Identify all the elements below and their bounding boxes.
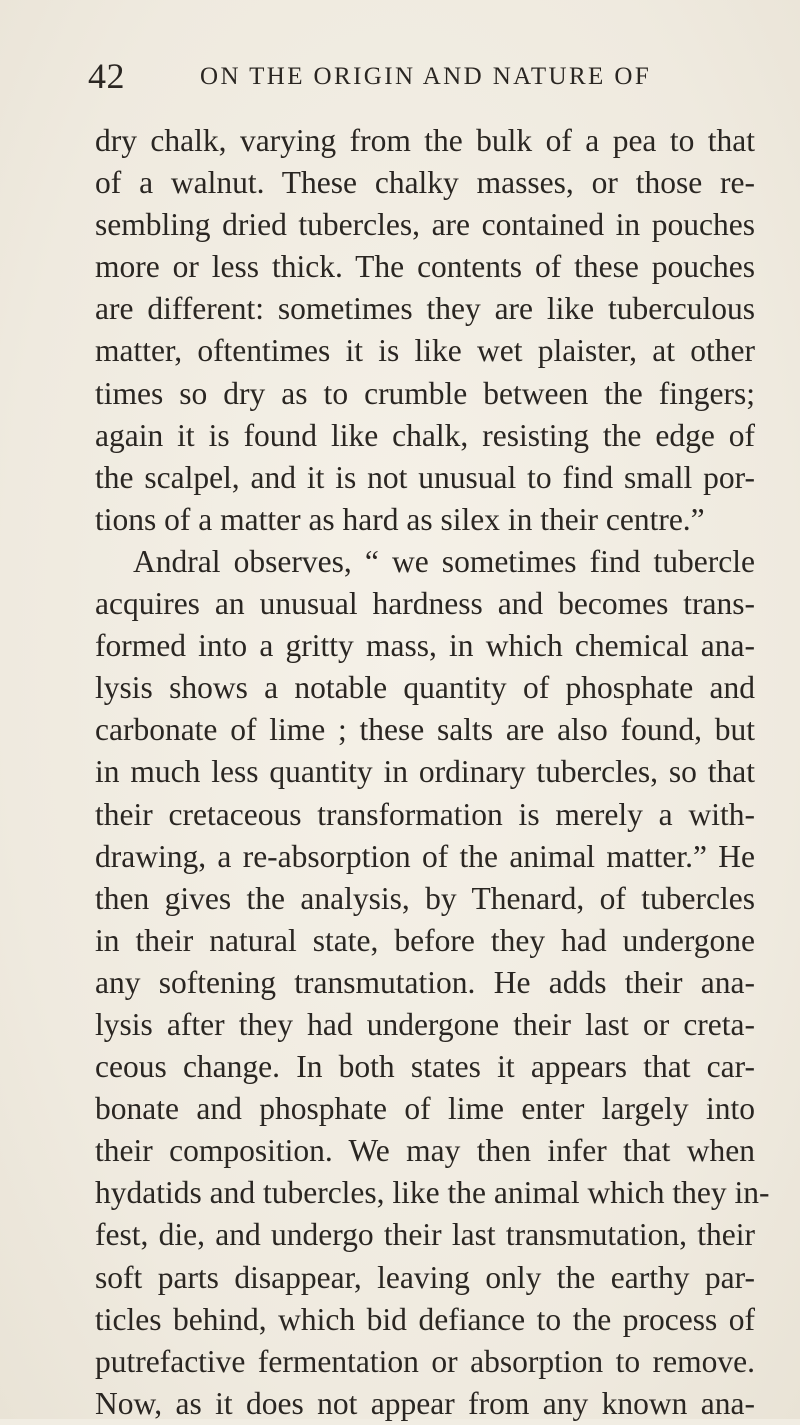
text-line: in much less quantity in ordinary tubercles, so that — [95, 754, 755, 790]
text-line: in their natural state, before they had undergone — [95, 922, 755, 958]
text-line: putrefactive fermentation or absorption to remove. — [95, 1343, 755, 1379]
text-line: ticles behind, which bid defiance to the process of — [95, 1301, 755, 1337]
text-line: carbonate of lime ; these salts are also found, but — [95, 712, 755, 748]
text-line: the scalpel, and it is not unusual to find small por- — [95, 459, 755, 495]
running-head — [88, 56, 748, 96]
text-line: again it is found like chalk, resisting the edge of — [95, 417, 755, 453]
text-line: lysis shows a notable quantity of phosphate and — [95, 670, 755, 706]
text-line: soft parts disappear, leaving only the earthy par- — [95, 1259, 755, 1295]
text-line: sembling dried tubercles, are contained in pouches — [95, 207, 755, 243]
running-title: ON THE ORIGIN AND NATURE OF — [200, 63, 652, 90]
text-line: more or less thick. The contents of these pouches — [95, 249, 755, 285]
text-line: their composition. We may then infer that when — [95, 1133, 755, 1169]
text-line: any softening transmutation. He adds their ana- — [95, 964, 755, 1000]
text-line: their cretaceous transformation is merely a with- — [95, 796, 755, 832]
text-line: matter, oftentimes it is like wet plaister, at other — [95, 333, 755, 369]
text-line: dry chalk, varying from the bulk of a pea to that — [95, 123, 755, 158]
text-line: of a walnut. These chalky masses, or those re- — [95, 165, 755, 201]
text-line: hydatids and tubercles, like the animal which they in- — [95, 1175, 770, 1211]
text-line: bonate and phosphate of lime enter largely into — [95, 1091, 755, 1127]
text-line: drawing, a re-absorption of the animal matter.” He — [95, 838, 755, 874]
body-text — [95, 120, 770, 1425]
text-line: tions of a matter as hard as silex in their centre.” — [95, 501, 705, 537]
text-line: ceous change. In both states it appears that car- — [95, 1049, 755, 1085]
text-line: formed into a gritty mass, in which chemical ana- — [95, 628, 755, 664]
text-line: fest, die, and undergo their last transmutation, their — [95, 1217, 755, 1253]
text-line: are different: sometimes they are like tuberculous — [95, 291, 755, 327]
text-line: lysis after they had undergone their last or creta- — [95, 1006, 755, 1042]
page-number: 42 — [88, 56, 125, 96]
text-line: then gives the analysis, by Thenard, of tubercles — [95, 880, 755, 916]
text-line: times so dry as to crumble between the fingers; — [95, 375, 755, 411]
text-line: acquires an unusual hardness and becomes trans- — [95, 586, 755, 622]
text-line: Now, as it does not appear from any known ana- — [95, 1385, 755, 1421]
paragraph-start-line: Andral observes, “ we sometimes find tubercle — [133, 543, 755, 579]
